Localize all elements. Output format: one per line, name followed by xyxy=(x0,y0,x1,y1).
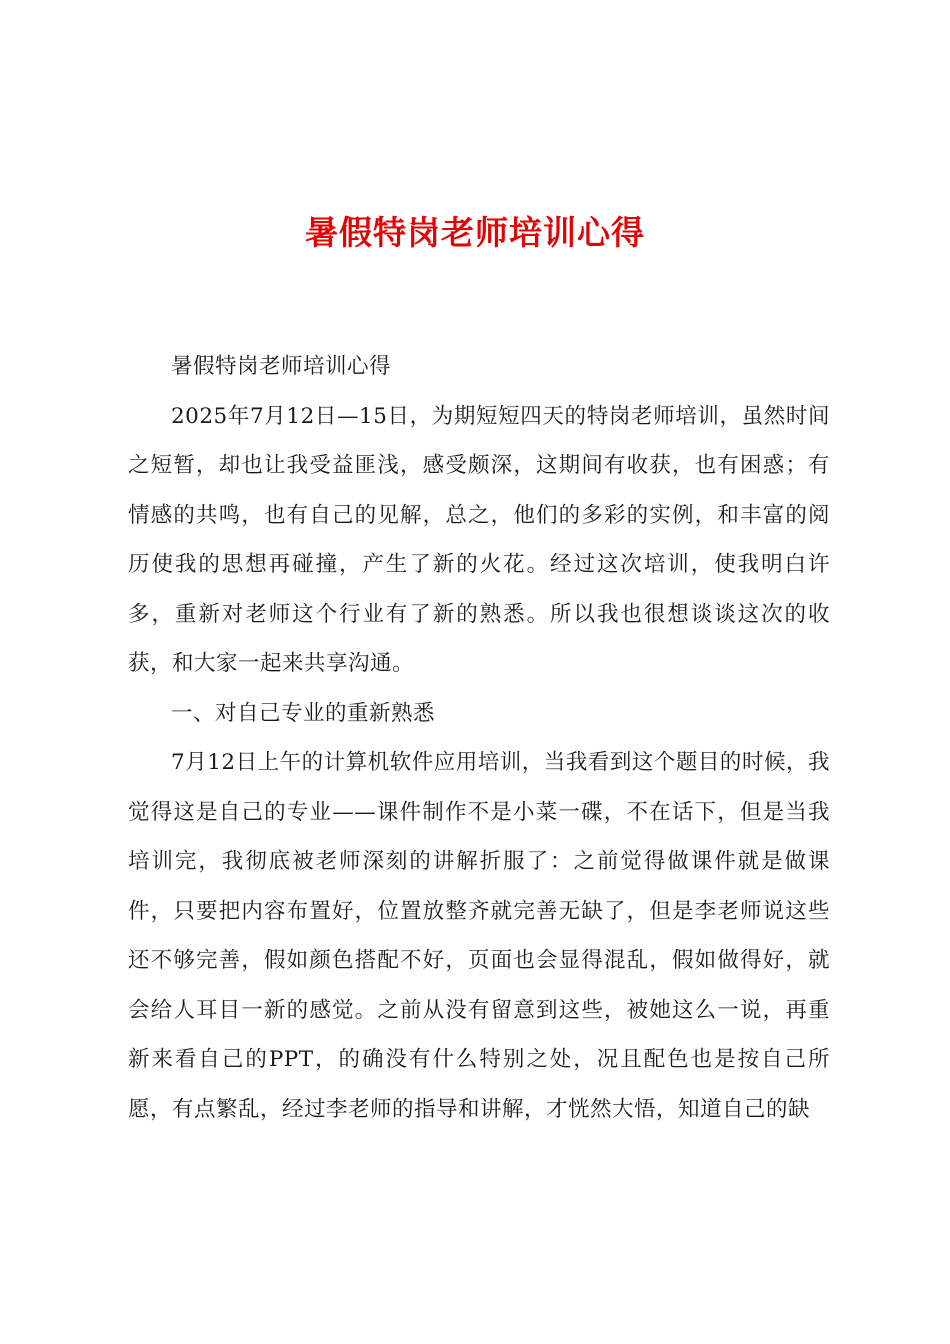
section-heading: 一、对自己专业的重新熟悉 xyxy=(171,700,436,726)
paragraph-intro: 2025年7月12日—15日，为期短短四天的特岗老师培训，虽然时间之短暂，却也让我受益匪浅，感受颇深，这期间有收获，也有困惑；有情感的共鸣，也有自己的见解，总之，他们的多彩的实例，和丰富的阅历使我的思想再碰撞，产生了新的火花。经过这次培训，使我明白许多，重新对老师这个行业有了新的熟悉。所以我也很想谈谈这次的收获，和大家一起来共享沟通。 xyxy=(128,403,830,676)
document-body xyxy=(128,342,830,1134)
paragraph-section-1: 7月12日上午的计算机软件应用培训，当我看到这个题目的时候，我觉得这是自己的专业——课件制作不是小菜一碟，不在话下，但是当我培训完，我彻底被老师深刻的讲解折服了：之前觉得做课件就是做课件，只要把内容布置好，位置放整齐就完善无缺了，但是李老师说这些还不够完善，假如颜色搭配不好，页面也会显得混乱，假如做得好，就会给人耳目一新的感觉。之前从没有留意到这些，被她这么一说，再重新来看自己的PPT，的确没有什么特别之处，况且配色也是按自己所愿，有点繁乱，经过李老师的指导和讲解，才恍然大悟，知道自己的缺 xyxy=(128,750,830,1122)
paragraph-subtitle: 暑假特岗老师培训心得 xyxy=(171,354,392,379)
document-title: 暑假特岗老师培训心得 xyxy=(305,213,645,252)
